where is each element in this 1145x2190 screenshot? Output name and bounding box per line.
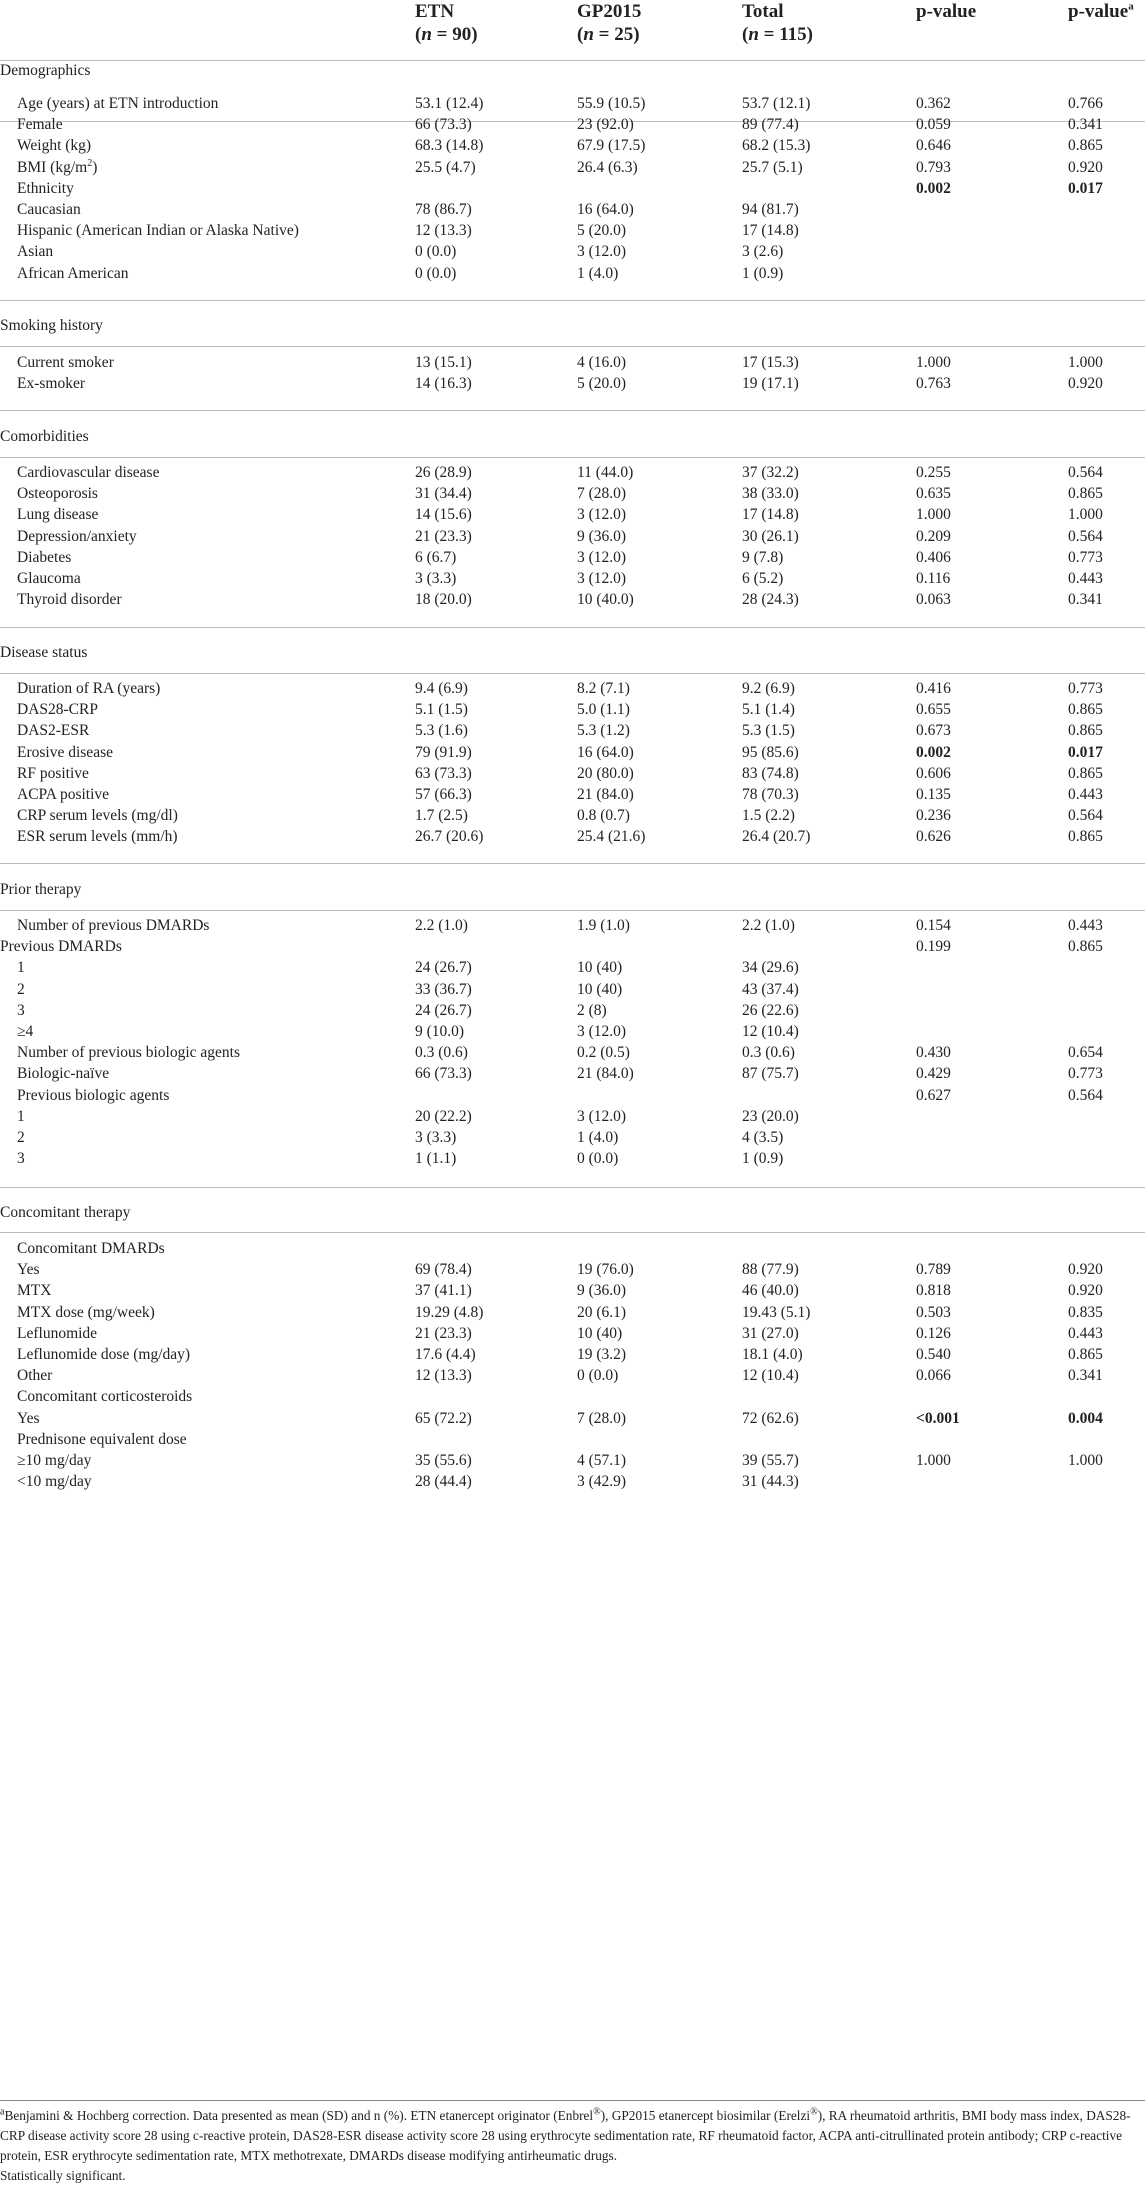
cell-total: 31 (44.3) xyxy=(742,1473,799,1491)
cell-etn: 66 (73.3) xyxy=(415,116,472,134)
cell-pvalue: 0.255 xyxy=(916,464,951,481)
cell-total: 38 (33.0) xyxy=(742,485,799,503)
cell-total: 3 (2.6) xyxy=(742,243,784,261)
cell-etn: 12 (13.3) xyxy=(415,1367,472,1385)
cell-total: 12 (10.4) xyxy=(742,1023,799,1040)
row-label: Previous DMARDs xyxy=(0,938,122,956)
cell-pvalue: 0.818 xyxy=(916,1282,951,1300)
row-label: ESR serum levels (mm/h) xyxy=(17,828,178,846)
cell-total: 17 (14.8) xyxy=(742,506,799,524)
cell-gp2015: 0 (0.0) xyxy=(577,1150,619,1168)
row-label: Other xyxy=(17,1367,53,1385)
cell-pvalue: 0.126 xyxy=(916,1324,951,1342)
cell-pvalue: 0.430 xyxy=(916,1044,951,1062)
cell-etn: 19.29 (4.8) xyxy=(415,1303,484,1321)
row-label: ≥10 mg/day xyxy=(17,1452,92,1469)
cell-pvalue: <0.001 xyxy=(916,1409,960,1427)
cell-pvalue: 1.000 xyxy=(916,1452,951,1469)
row-label: Erosive disease xyxy=(17,743,113,761)
cell-total: 6 (5.2) xyxy=(742,570,784,587)
cell-gp2015: 3 (12.0) xyxy=(577,1107,627,1125)
cell-gp2015: 3 (12.0) xyxy=(577,1023,627,1040)
cell-etn: 5.1 (1.5) xyxy=(415,701,468,719)
cell-total: 26.4 (20.7) xyxy=(742,828,811,846)
cell-gp2015: 3 (12.0) xyxy=(577,243,627,261)
cell-etn: 69 (78.4) xyxy=(415,1261,472,1279)
cell-etn: 1 (1.1) xyxy=(415,1150,457,1168)
cell-total: 12 (10.4) xyxy=(742,1367,799,1385)
row-label: MTX dose (mg/week) xyxy=(17,1303,155,1321)
cell-etn: 25.5 (4.7) xyxy=(415,158,476,176)
cell-gp2015: 4 (57.1) xyxy=(577,1452,627,1469)
cell-pvalue: 0.116 xyxy=(916,570,951,587)
row-label: RF positive xyxy=(17,764,89,782)
cell-pvalue-adjusted: 0.443 xyxy=(1068,917,1103,934)
cell-gp2015: 3 (12.0) xyxy=(577,570,627,587)
cell-pvalue: 0.063 xyxy=(916,591,951,609)
cell-etn: 1.7 (2.5) xyxy=(415,807,468,825)
cell-gp2015: 10 (40) xyxy=(577,980,623,998)
section-divider xyxy=(0,863,1145,864)
cell-gp2015: 0 (0.0) xyxy=(577,1367,619,1385)
cell-gp2015: 10 (40) xyxy=(577,1324,623,1342)
header-pvalue-adjusted: p-value$^a$ xyxy=(1068,0,1134,22)
cell-gp2015: 20 (6.1) xyxy=(577,1303,627,1321)
cell-pvalue: 0.789 xyxy=(916,1261,951,1279)
cell-pvalue-adjusted: 0.865 xyxy=(1068,764,1103,782)
row-label: Weight (kg) xyxy=(17,137,92,155)
cell-pvalue: 0.503 xyxy=(916,1303,951,1321)
cell-total: 23 (20.0) xyxy=(742,1107,799,1125)
cell-pvalue: 0.540 xyxy=(916,1346,951,1363)
cell-pvalue: 0.362 xyxy=(916,95,951,112)
row-label: Duration of RA (years) xyxy=(17,680,161,697)
cell-etn: 14 (16.3) xyxy=(415,375,472,393)
cell-pvalue: 0.199 xyxy=(916,938,951,956)
cell-etn: 26.7 (20.6) xyxy=(415,828,484,846)
cell-etn: 9.4 (6.9) xyxy=(415,680,468,697)
cell-pvalue-adjusted: 0.865 xyxy=(1068,137,1103,155)
row-label: Number of previous DMARDs xyxy=(17,917,210,934)
row-label: ≥4 xyxy=(17,1023,34,1040)
row-label: Yes xyxy=(17,1409,40,1427)
cell-total: 89 (77.4) xyxy=(742,116,799,134)
row-label: Lung disease xyxy=(17,506,99,524)
row-label: 3 xyxy=(17,1001,25,1019)
row-label: Yes xyxy=(17,1261,40,1279)
cell-pvalue-adjusted: 0.004 xyxy=(1068,1409,1103,1427)
cell-etn: 63 (73.3) xyxy=(415,764,472,782)
cell-etn: 0 (0.0) xyxy=(415,243,457,261)
cell-etn: 14 (15.6) xyxy=(415,506,472,524)
cell-pvalue-adjusted: 1.000 xyxy=(1068,1452,1103,1469)
row-label: Asian xyxy=(17,243,54,261)
header-etn: ETN (n = 90) xyxy=(415,1,478,45)
cell-pvalue-adjusted: 0.773 xyxy=(1068,548,1103,566)
cell-pvalue-adjusted: 0.865 xyxy=(1068,701,1103,719)
row-label: DAS28-CRP xyxy=(17,701,98,719)
cell-pvalue-adjusted: 0.835 xyxy=(1068,1303,1103,1321)
cell-pvalue: 0.059 xyxy=(916,116,951,134)
cell-gp2015: 3 (12.0) xyxy=(577,506,627,524)
cell-etn: 2.2 (1.0) xyxy=(415,917,468,934)
cell-etn: 28 (44.4) xyxy=(415,1473,472,1491)
cell-gp2015: 10 (40) xyxy=(577,959,623,977)
cell-gp2015: 7 (28.0) xyxy=(577,1409,627,1427)
cell-gp2015: 21 (84.0) xyxy=(577,786,634,803)
cell-pvalue-adjusted: 0.920 xyxy=(1068,375,1103,393)
cell-pvalue: 0.606 xyxy=(916,764,951,782)
row-label: Hispanic (American Indian or Alaska Native) xyxy=(17,222,299,240)
cell-total: 5.1 (1.4) xyxy=(742,701,795,719)
cell-total: 78 (70.3) xyxy=(742,786,799,803)
cell-pvalue: 0.406 xyxy=(916,548,951,566)
cell-pvalue-adjusted: 0.564 xyxy=(1068,527,1103,545)
cell-pvalue: 0.002 xyxy=(916,743,951,761)
table-row xyxy=(0,369,1145,399)
cell-total: 5.3 (1.5) xyxy=(742,722,795,740)
cell-pvalue-adjusted: 0.773 xyxy=(1068,1065,1103,1083)
table-row xyxy=(0,1467,1145,1497)
cell-pvalue: 0.626 xyxy=(916,828,951,846)
cell-total: 1 (0.9) xyxy=(742,1150,784,1168)
cell-pvalue-adjusted: 0.341 xyxy=(1068,1367,1103,1385)
row-label: Female xyxy=(17,116,63,134)
cell-pvalue-adjusted: 0.341 xyxy=(1068,116,1103,134)
table-row xyxy=(0,1144,1145,1174)
cell-pvalue: 0.673 xyxy=(916,722,951,740)
header-gp2015: GP2015 (n = 25) xyxy=(577,1,642,45)
cell-pvalue-adjusted: 0.017 xyxy=(1068,743,1103,761)
cell-etn: 5.3 (1.6) xyxy=(415,722,468,740)
cell-total: 95 (85.6) xyxy=(742,743,799,761)
row-label: Number of previous biologic agents xyxy=(17,1044,240,1062)
cell-pvalue-adjusted: 0.865 xyxy=(1068,1346,1103,1363)
cell-gp2015: 1 (4.0) xyxy=(577,1129,619,1146)
row-label: Depression/anxiety xyxy=(17,527,137,545)
cell-pvalue-adjusted: 0.920 xyxy=(1068,1282,1103,1300)
cell-etn: 0 (0.0) xyxy=(415,264,457,282)
cell-pvalue-adjusted: 1.000 xyxy=(1068,354,1103,371)
cell-gp2015: 5 (20.0) xyxy=(577,375,627,393)
cell-etn: 21 (23.3) xyxy=(415,1324,472,1342)
table-header xyxy=(0,0,1145,60)
row-label: Thyroid disorder xyxy=(17,591,122,609)
cell-etn: 35 (55.6) xyxy=(415,1452,472,1469)
section-divider xyxy=(0,1187,1145,1188)
cell-total: 39 (55.7) xyxy=(742,1452,799,1469)
cell-gp2015: 7 (28.0) xyxy=(577,485,627,503)
cell-total: 88 (77.9) xyxy=(742,1261,799,1279)
cell-gp2015: 5 (20.0) xyxy=(577,222,627,240)
section-label-smoking: Smoking history xyxy=(0,317,103,334)
cell-etn: 37 (41.1) xyxy=(415,1282,472,1300)
cell-total: 34 (29.6) xyxy=(742,959,799,977)
row-label: ACPA positive xyxy=(17,786,110,803)
cell-total: 43 (37.4) xyxy=(742,980,799,998)
cell-total: 9.2 (6.9) xyxy=(742,680,795,697)
row-label: <10 mg/day xyxy=(17,1473,92,1491)
cell-pvalue: 0.627 xyxy=(916,1086,951,1104)
cell-gp2015: 55.9 (10.5) xyxy=(577,95,646,112)
row-label: Osteoporosis xyxy=(17,485,98,503)
cell-total: 1 (0.9) xyxy=(742,264,784,282)
row-label: Age (years) at ETN introduction xyxy=(17,95,219,112)
cell-gp2015: 10 (40.0) xyxy=(577,591,634,609)
header-total: Total (n = 115) xyxy=(742,1,814,45)
cell-total: 19.43 (5.1) xyxy=(742,1303,811,1321)
cell-gp2015: 1 (4.0) xyxy=(577,264,619,282)
table-row xyxy=(0,822,1145,852)
cell-pvalue-adjusted: 0.773 xyxy=(1068,680,1103,697)
header-pvalue: p-value xyxy=(916,1,977,22)
cell-pvalue-adjusted: 0.564 xyxy=(1068,807,1103,825)
cell-total: 46 (40.0) xyxy=(742,1282,799,1300)
cell-pvalue-adjusted: 0.564 xyxy=(1068,464,1103,481)
cell-pvalue: 0.763 xyxy=(916,375,951,393)
row-label: Concomitant corticosteroids xyxy=(17,1388,193,1406)
row-label: CRP serum levels (mg/dl) xyxy=(17,807,178,825)
cell-gp2015: 2 (8) xyxy=(577,1001,607,1019)
section-divider xyxy=(0,627,1145,628)
cell-pvalue-adjusted: 0.654 xyxy=(1068,1044,1103,1062)
cell-pvalue: 0.135 xyxy=(916,786,951,803)
section-label-prior: Prior therapy xyxy=(0,881,82,898)
row-label: Concomitant DMARDs xyxy=(17,1240,165,1257)
row-label: 2 xyxy=(17,980,25,998)
cell-total: 83 (74.8) xyxy=(742,764,799,782)
cell-pvalue-adjusted: 0.920 xyxy=(1068,158,1103,176)
cell-gp2015: 1.9 (1.0) xyxy=(577,917,630,934)
cell-etn: 24 (26.7) xyxy=(415,1001,472,1019)
cell-gp2015: 67.9 (17.5) xyxy=(577,137,646,155)
cell-pvalue: 0.154 xyxy=(916,917,951,934)
row-label: Ex-smoker xyxy=(17,375,86,393)
cell-total: 1.5 (2.2) xyxy=(742,807,795,825)
cell-gp2015: 5.3 (1.2) xyxy=(577,722,630,740)
cell-pvalue: 0.416 xyxy=(916,680,951,697)
section-label-demographics: Demographics xyxy=(0,62,91,79)
cell-etn: 26 (28.9) xyxy=(415,464,472,481)
table-bottom-rule xyxy=(0,2100,1145,2101)
section-divider xyxy=(0,300,1145,301)
section-label-comorbidities: Comorbidities xyxy=(0,428,89,445)
section-label-disease: Disease status xyxy=(0,644,88,661)
cell-gp2015: 9 (36.0) xyxy=(577,1282,627,1300)
cell-total: 0.3 (0.6) xyxy=(742,1044,795,1062)
cell-pvalue-adjusted: 0.865 xyxy=(1068,938,1103,956)
row-label: Leflunomide xyxy=(17,1324,98,1342)
cell-pvalue-adjusted: 0.017 xyxy=(1068,179,1103,197)
table-row xyxy=(0,259,1145,289)
cell-pvalue-adjusted: 0.443 xyxy=(1068,570,1103,587)
row-label: 1 xyxy=(17,1107,25,1125)
cell-gp2015: 26.4 (6.3) xyxy=(577,158,638,176)
cell-gp2015: 16 (64.0) xyxy=(577,201,634,218)
row-label: 1 xyxy=(17,959,25,977)
cell-total: 87 (75.7) xyxy=(742,1065,799,1083)
cell-pvalue-adjusted: 0.865 xyxy=(1068,828,1103,846)
cell-etn: 3 (3.3) xyxy=(415,1129,457,1146)
cell-total: 18.1 (4.0) xyxy=(742,1346,803,1363)
cell-pvalue: 1.000 xyxy=(916,506,951,524)
cell-pvalue: 0.635 xyxy=(916,485,951,503)
cell-gp2015: 3 (12.0) xyxy=(577,548,627,566)
cell-total: 9 (7.8) xyxy=(742,548,784,566)
row-label: Biologic-naïve xyxy=(17,1065,110,1083)
cell-etn: 66 (73.3) xyxy=(415,1065,472,1083)
row-label: DAS2-ESR xyxy=(17,722,90,740)
cell-total: 37 (32.2) xyxy=(742,464,799,481)
cell-etn: 68.3 (14.8) xyxy=(415,137,484,155)
cell-gp2015: 4 (16.0) xyxy=(577,354,627,371)
cell-pvalue: 0.429 xyxy=(916,1065,951,1083)
cell-total: 53.7 (12.1) xyxy=(742,95,811,112)
cell-gp2015: 21 (84.0) xyxy=(577,1065,634,1083)
cell-total: 17 (14.8) xyxy=(742,222,799,240)
row-label: 2 xyxy=(17,1129,25,1146)
cell-total: 94 (81.7) xyxy=(742,201,799,218)
row-label: Cardiovascular disease xyxy=(17,464,160,481)
cell-total: 68.2 (15.3) xyxy=(742,137,811,155)
cell-etn: 21 (23.3) xyxy=(415,527,472,545)
cell-pvalue: 0.002 xyxy=(916,179,951,197)
section-label-divider xyxy=(0,1232,1145,1233)
cell-gp2015: 25.4 (21.6) xyxy=(577,828,646,846)
cell-pvalue: 0.793 xyxy=(916,158,951,176)
cell-gp2015: 19 (3.2) xyxy=(577,1346,627,1363)
section-divider xyxy=(0,60,1145,61)
cell-etn: 57 (66.3) xyxy=(415,786,472,803)
cell-etn: 6 (6.7) xyxy=(415,548,457,566)
cell-gp2015: 19 (76.0) xyxy=(577,1261,634,1279)
cell-gp2015: 0.2 (0.5) xyxy=(577,1044,630,1062)
cell-pvalue: 0.236 xyxy=(916,807,951,825)
cell-pvalue-adjusted: 0.865 xyxy=(1068,722,1103,740)
cell-total: 17 (15.3) xyxy=(742,354,799,371)
row-label: Caucasian xyxy=(17,201,81,218)
cell-etn: 17.6 (4.4) xyxy=(415,1346,476,1363)
table-footnote: $^a$Benjamini & Hochberg correction. Data presented as mean (SD) and n (%). ETN etanercept originator (Enbrel®), GP2015 etanercept biosimilar (Erelzi®), RA rheumatoid arthritis, BMI body mass index, DAS28-CRP disease activity score 28 using c-reactive protein, DAS28-ESR disease activity score 28 using erythrocyte sedimentation rate, RF rheumatoid factor, ACPA anti-citrullinated protein antibody; CRP c-reactive protein, ESR erythrocyte sedimentation rate, MTX methotrexate, DMARDs disease modifying antirheumatic drugs. Statistically significant. xyxy=(0,2106,1131,2183)
cell-etn: 20 (22.2) xyxy=(415,1107,472,1125)
cell-etn: 12 (13.3) xyxy=(415,222,472,240)
cell-etn: 18 (20.0) xyxy=(415,591,472,609)
cell-etn: 65 (72.2) xyxy=(415,1409,472,1427)
cell-gp2015: 16 (64.0) xyxy=(577,743,634,761)
cell-pvalue: 0.066 xyxy=(916,1367,951,1385)
cell-etn: 13 (15.1) xyxy=(415,354,472,371)
cell-pvalue-adjusted: 0.443 xyxy=(1068,1324,1103,1342)
cell-pvalue: 1.000 xyxy=(916,354,951,371)
cell-etn: 9 (10.0) xyxy=(415,1023,465,1040)
cell-pvalue-adjusted: 0.341 xyxy=(1068,591,1103,609)
cell-pvalue-adjusted: 1.000 xyxy=(1068,506,1103,524)
cell-total: 19 (17.1) xyxy=(742,375,799,393)
cell-total: 26 (22.6) xyxy=(742,1001,799,1019)
cell-pvalue: 0.646 xyxy=(916,137,951,155)
cell-gp2015: 23 (92.0) xyxy=(577,116,634,134)
section-divider xyxy=(0,410,1145,411)
table-row xyxy=(0,585,1145,615)
row-label: Diabetes xyxy=(17,548,72,566)
row-label: Leflunomide dose (mg/day) xyxy=(17,1346,191,1363)
cell-total: 72 (62.6) xyxy=(742,1409,799,1427)
row-label: BMI $(kg/m^2)$ xyxy=(17,157,98,176)
cell-total: 2.2 (1.0) xyxy=(742,917,795,934)
cell-total: 4 (3.5) xyxy=(742,1129,784,1146)
cell-total: 25.7 (5.1) xyxy=(742,158,803,176)
section-label-concomitant: Concomitant therapy xyxy=(0,1204,131,1221)
cell-total: 30 (26.1) xyxy=(742,527,799,545)
cell-gp2015: 9 (36.0) xyxy=(577,527,627,545)
cell-total: 28 (24.3) xyxy=(742,591,799,609)
row-label: African American xyxy=(17,264,129,282)
cell-gp2015: 0.8 (0.7) xyxy=(577,807,630,825)
cell-etn: 31 (34.4) xyxy=(415,485,472,503)
cell-pvalue: 0.655 xyxy=(916,701,951,719)
row-label: MTX xyxy=(17,1282,52,1300)
cell-etn: 79 (91.9) xyxy=(415,743,472,761)
cell-gp2015: 20 (80.0) xyxy=(577,764,634,782)
row-label: Ethnicity xyxy=(17,179,74,197)
row-label: Current smoker xyxy=(17,354,114,371)
cell-etn: 0.3 (0.6) xyxy=(415,1044,468,1062)
cell-etn: 33 (36.7) xyxy=(415,980,472,998)
cell-total: 31 (27.0) xyxy=(742,1324,799,1342)
row-label: Glaucoma xyxy=(17,570,81,587)
cell-pvalue-adjusted: 0.865 xyxy=(1068,485,1103,503)
cell-gp2015: 3 (42.9) xyxy=(577,1473,627,1491)
cell-gp2015: 5.0 (1.1) xyxy=(577,701,630,719)
cell-gp2015: 8.2 (7.1) xyxy=(577,680,630,697)
cell-etn: 3 (3.3) xyxy=(415,570,457,587)
cell-etn: 78 (86.7) xyxy=(415,201,472,218)
cell-pvalue-adjusted: 0.443 xyxy=(1068,786,1103,803)
cell-etn: 24 (26.7) xyxy=(415,959,472,977)
row-label: 3 xyxy=(17,1150,25,1168)
cell-pvalue-adjusted: 0.920 xyxy=(1068,1261,1103,1279)
cell-etn: 53.1 (12.4) xyxy=(415,95,484,112)
cell-pvalue-adjusted: 0.766 xyxy=(1068,95,1103,112)
row-label: Previous biologic agents xyxy=(17,1086,170,1104)
cell-pvalue-adjusted: 0.564 xyxy=(1068,1086,1103,1104)
cell-gp2015: 11 (44.0) xyxy=(577,464,634,481)
section-label-divider xyxy=(0,346,1145,347)
cell-pvalue: 0.209 xyxy=(916,527,951,545)
row-label: Prednisone equivalent dose xyxy=(17,1430,187,1448)
